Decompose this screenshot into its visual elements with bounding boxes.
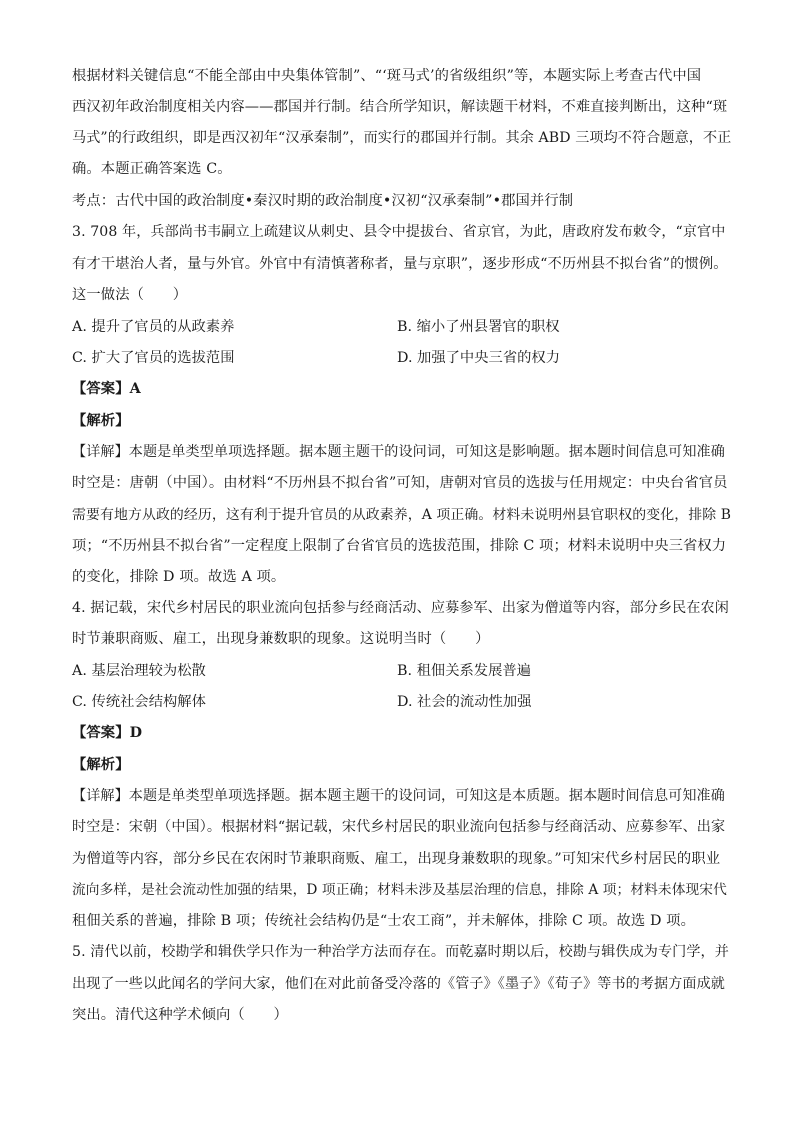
paragraph-line: 确。本题正确答案选 C。 [72, 161, 232, 177]
q3-detail-line: 需要有地方从政的经历，这有利于提升官员的从政素养，A 项正确。材料未说明州县官职权的变化，排除 B [72, 507, 732, 523]
q3-detail-line: 【详解】本题是单类型单项选择题。据本题主题干的设问词，可知这是影响题。据本题时间信息可知准确 [72, 444, 725, 460]
paragraph-line: 根据材料关键信息“不能全部由中央集体管制”、“‘斑马式’的省级组织”等，本题实际上考查古代中国 [72, 68, 702, 84]
q3-detail-line: 的变化，排除 D 项。故选 A 项。 [72, 569, 286, 585]
q3-option-b: B. 缩小了州县署官的职权 [397, 319, 560, 335]
paragraph-line: 西汉初年政治制度相关内容——郡国并行制。结合所学知识，解读题干材料，不难直接判断出，这种“斑 [72, 99, 728, 115]
q4-detail-line: 时空是：宋朝（中国）。根据材料“据记载，宋代乡村居民的职业流向包括参与经商活动、应募参军、出家 [72, 819, 726, 835]
q3-answer: 【答案】A [72, 381, 141, 397]
q4-option-d: D. 社会的流动性加强 [397, 694, 532, 710]
q3-option-c: C. 扩大了官员的选拔范围 [72, 350, 235, 366]
q3-stem-line: 这一做法（ ） [72, 287, 188, 303]
q5-stem-line: 出现了一些以此闻名的学问大家，他们在对此前备受冷落的《管子》《墨子》《荀子》等书的考据方面成就 [72, 976, 726, 992]
q4-option-c: C. 传统社会结构解体 [72, 694, 206, 710]
q4-detail-line: 租佃关系的普遍，排除 B 项；传统社会结构仍是“士农工商”，并未解体，排除 C 项。故选 D 项。 [72, 913, 695, 929]
q4-stem-line: 4. 据记载，宋代乡村居民的职业流向包括参与经商活动、应募参军、出家为僧道等内容，部分乡民在农闲 [72, 600, 729, 616]
q4-option-b: B. 租佃关系发展普遍 [397, 663, 531, 679]
q4-stem-line: 时节兼职商贩、雇工，出现身兼数职的现象。这说明当时（ ） [72, 631, 490, 647]
kaodian-line: 考点：古代中国的政治制度•秦汉时期的政治制度•汉初“汉承秦制”•郡国并行制 [72, 193, 574, 209]
q4-answer: 【答案】D [72, 725, 143, 741]
q4-jiexi-label: 【解析】 [72, 757, 130, 773]
q4-option-a: A. 基层治理较为松散 [72, 663, 206, 679]
q3-option-d: D. 加强了中央三省的权力 [397, 350, 561, 366]
q3-detail-line: 项；“不历州县不拟台省”一定程度上限制了台省官员的选拔范围，排除 C 项；材料未说明中央三省权力 [72, 538, 727, 554]
q3-stem-line: 有才干堪治人者，量与外官。外官中有清慎著称者，量与京职”，逐步形成“不历州县不拟台省”的惯例。 [72, 256, 728, 272]
q4-detail-line: 为僧道等内容，部分乡民在农闲时节兼职商贩、雇工，出现身兼数职的现象。”可知宋代乡村居民的职业 [72, 851, 721, 867]
q4-detail-line: 流向多样，是社会流动性加强的结果，D 项正确；材料未涉及基层治理的信息，排除 A 项；材料未体现宋代 [72, 882, 727, 898]
paragraph-line: 马式”的行政组织，即是西汉初年“汉承秦制”，而实行的郡国并行制。其余 ABD 三项均不符合题意，不正 [72, 130, 732, 146]
q3-jiexi-label: 【解析】 [72, 413, 130, 429]
q3-detail-line: 时空是：唐朝（中国）。由材料“不历州县不拟台省”可知，唐朝对官员的选拔与任用规定：中央台省官员 [72, 475, 728, 491]
q3-option-a: A. 提升了官员的从政素养 [72, 319, 235, 335]
q5-stem-line: 突出。清代这种学术倾向（ ） [72, 1007, 288, 1023]
q3-stem-line: 3. 708 年，兵部尚书韦嗣立上疏建议从刺史、县令中提拔台、省京官，为此，唐政府发布敕令，“京官中 [72, 224, 726, 240]
q5-stem-line: 5. 清代以前，校勘学和辑佚学只作为一种治学方法而存在。而乾嘉时期以后，校勘与辑佚成为专门学，并 [72, 944, 729, 960]
q4-detail-line: 【详解】本题是单类型单项选择题。据本题主题干的设问词，可知这是本质题。据本题时间信息可知准确 [72, 788, 725, 804]
